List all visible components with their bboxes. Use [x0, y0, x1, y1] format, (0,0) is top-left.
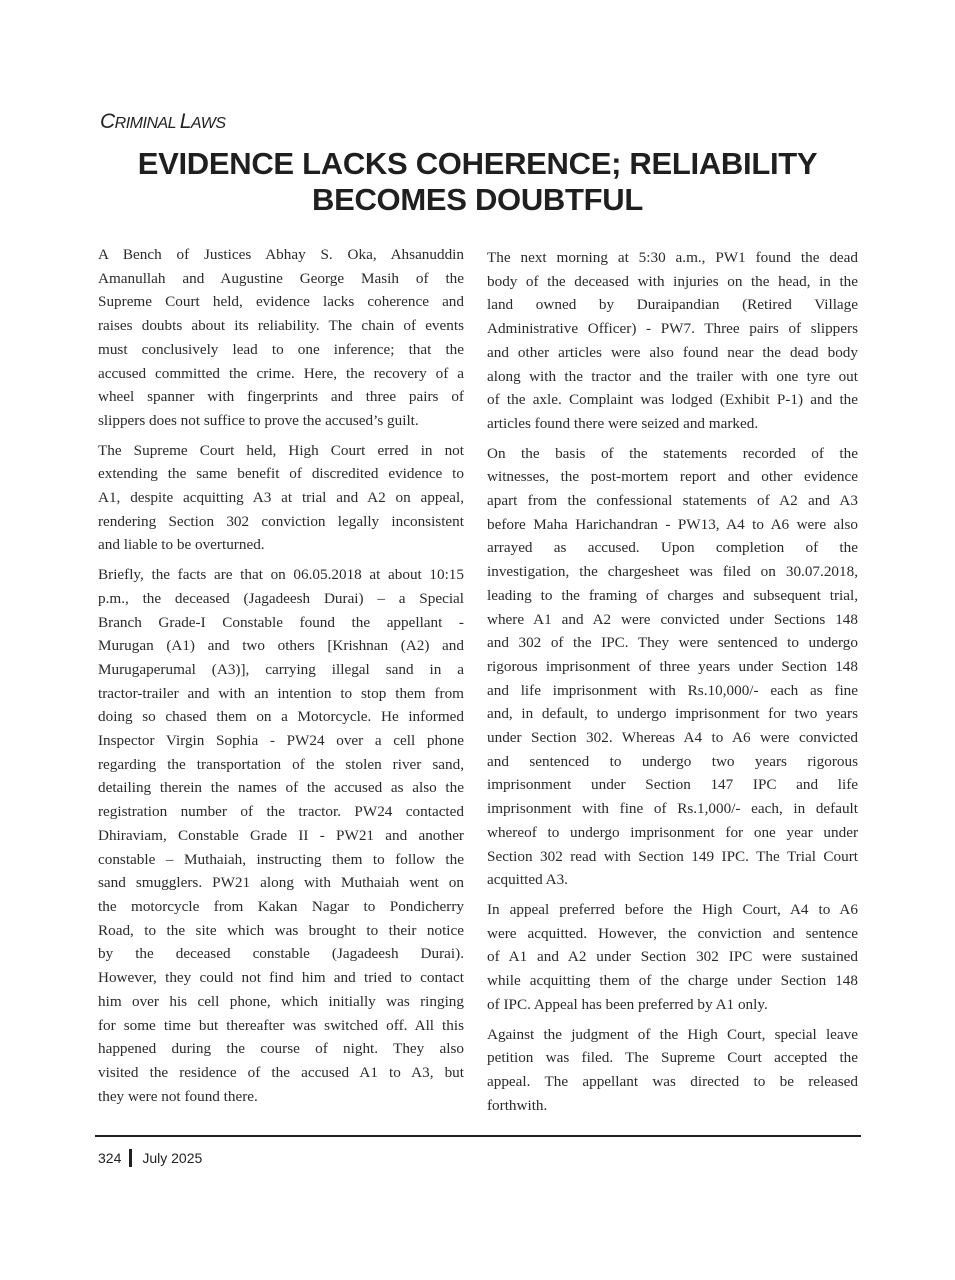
paragraph	[487, 1023, 858, 1118]
text-line: of the axle. Complaint was lodged (Exhibit P-1) and the	[487, 391, 858, 409]
text-line: and liable to be overturned.	[98, 536, 265, 554]
footer-rule	[95, 1135, 861, 1137]
text-line: visited the residence of the accused A1 to A3, but	[98, 1063, 464, 1081]
text-line: imprisonment with fine of Rs.1,000/- each, in default	[487, 800, 858, 818]
text-line: the motorcycle from Kakan Nagar to Pondicherry	[98, 897, 464, 915]
text-line: constable – Muthaiah, instructing them to follow the	[98, 850, 464, 868]
text-line: and life imprisonment with Rs.10,000/- each as fine	[487, 681, 858, 699]
text-line: Branch Grade-I Constable found the appellant -	[98, 613, 464, 631]
paragraph	[98, 243, 464, 433]
text-line: Road, to the site which was brought to their notice	[98, 921, 464, 939]
text-line: they were not found there.	[98, 1087, 258, 1105]
text-line: registration number of the tractor. PW24 contacted	[98, 803, 464, 821]
text-line: acquitted A3.	[487, 871, 568, 889]
text-line: sand smugglers. PW21 along with Muthaiah went on	[98, 874, 464, 892]
text-line: On the basis of the statements recorded of the	[487, 444, 858, 462]
text-line: body of the deceased with injuries on the head, in the	[487, 272, 858, 290]
section-label: CRIMINAL LAWS	[100, 110, 226, 133]
text-line: slippers does not suffice to prove the accused’s guilt.	[98, 411, 419, 429]
text-line: of IPC. Appeal has been preferred by A1 only.	[487, 995, 768, 1013]
text-line: raises doubts about its reliability. The chain of events	[98, 317, 464, 335]
page-number: 324	[98, 1150, 122, 1166]
column-right	[487, 246, 858, 1123]
text-line: Against the judgment of the High Court, special leave	[487, 1025, 858, 1043]
text-line: apart from the confessional statements of A2 and A3	[487, 492, 858, 510]
text-line: extending the same benefit of discredited evidence to	[98, 465, 464, 483]
paragraph	[487, 898, 858, 1017]
title-line: EVIDENCE LACKS COHERENCE; RELIABILITY	[137, 146, 818, 181]
text-line: arrayed as accused. Upon completion of the	[487, 539, 858, 557]
text-line: were acquitted. However, the conviction and sentence	[487, 924, 858, 942]
paragraph	[98, 439, 464, 558]
text-line: articles found there were seized and marked.	[487, 414, 759, 432]
text-line: and other articles were also found near the dead body	[487, 343, 858, 361]
text-line: Murugaperumal (A3)], carrying illegal sand in a	[98, 660, 464, 678]
text-line: and 302 of the IPC. They were sentenced to undergo	[487, 634, 858, 652]
text-line: Inspector Virgin Sophia - PW24 over a cell phone	[98, 732, 464, 750]
text-line: appeal. The appellant was directed to be released	[487, 1072, 858, 1090]
text-line: A1, despite acquitting A3 at trial and A2 on appeal,	[98, 489, 464, 507]
text-line: petition was filed. The Supreme Court accepted the	[487, 1049, 858, 1067]
text-line: under Section 302. Whereas A4 to A6 were convicted	[487, 729, 858, 747]
text-line: In appeal preferred before the High Court, A4 to A6	[487, 900, 858, 918]
column-left	[98, 243, 464, 1114]
footer-divider	[129, 1149, 132, 1167]
text-line: regarding the transportation of the stolen river sand,	[98, 755, 464, 773]
text-line: Dhiraviam, Constable Grade II - PW21 and another	[98, 826, 464, 844]
text-line: him over his cell phone, which initially was ringing	[98, 992, 464, 1010]
text-line: rigorous imprisonment of three years under Section 148	[487, 657, 858, 675]
text-line: by the deceased constable (Jagadeesh Durai).	[98, 945, 464, 963]
text-line: must conclusively lead to one inference; that the	[98, 340, 464, 358]
paragraph	[487, 442, 858, 892]
text-line: along with the tractor and the trailer with one tyre out	[487, 367, 858, 385]
text-line: Briefly, the facts are that on 06.05.2018 at about 10:15	[98, 566, 464, 584]
text-line: detailing therein the names of the accused as also the	[98, 779, 464, 797]
text-line: wheel spanner with fingerprints and three pairs of	[98, 388, 464, 406]
title-line: BECOMES DOUBTFUL	[311, 182, 644, 217]
text-line: Amanullah and Augustine George Masih of the	[98, 269, 464, 287]
text-line: However, they could not find him and tried to contact	[98, 969, 464, 987]
text-line: Administrative Officer) - PW7. Three pairs of slippers	[487, 320, 858, 338]
paragraph	[487, 246, 858, 436]
text-line: The next morning at 5:30 a.m., PW1 found the dead	[487, 249, 858, 266]
text-line: whereof to undergo imprisonment for one year under	[487, 823, 858, 841]
text-line: for some time but thereafter was switched off. All this	[98, 1016, 464, 1034]
text-line: and, in default, to undergo imprisonment for two years	[487, 705, 858, 723]
text-line: and sentenced to undergo two years rigorous	[487, 752, 858, 770]
text-line: The Supreme Court held, High Court erred in not	[98, 441, 464, 459]
text-line: Supreme Court held, evidence lacks coherence and	[98, 293, 464, 311]
text-line: accused committed the crime. Here, the recovery of a	[98, 364, 464, 382]
text-line: Section 302 read with Section 149 IPC. The Trial Court	[487, 847, 858, 865]
text-line: witnesses, the post-mortem report and other evidence	[487, 468, 858, 486]
text-line: land owned by Duraipandian (Retired Village	[487, 296, 858, 314]
text-line: A Bench of Justices Abhay S. Oka, Ahsanuddin	[98, 246, 464, 263]
text-line: while acquitting them of the charge under Section 148	[487, 972, 858, 990]
text-line: tractor-trailer and with an intention to stop them from	[98, 684, 464, 702]
issue-date: July 2025	[142, 1150, 203, 1166]
paragraph	[98, 563, 464, 1108]
text-line: p.m., the deceased (Jagadeesh Durai) – a Special	[98, 589, 464, 607]
text-line: of A1 and A2 under Section 302 IPC were sustained	[487, 948, 858, 966]
text-line: happened during the course of night. They also	[98, 1040, 464, 1058]
text-line: forthwith.	[487, 1096, 548, 1114]
text-line: rendering Section 302 conviction legally inconsistent	[98, 512, 464, 530]
article-title	[90, 146, 865, 218]
text-line: where A1 and A2 were convicted under Sections 148	[487, 610, 858, 628]
text-line: Murugan (A1) and two others [Krishnan (A2) and	[98, 637, 464, 655]
text-line: doing so chased them on a Motorcycle. He informed	[98, 708, 464, 726]
text-line: investigation, the chargesheet was filed on 30.07.2018,	[487, 563, 858, 581]
text-line: before Maha Harichandran - PW13, A4 to A6 were also	[487, 515, 858, 533]
text-line: leading to the framing of charges and subsequent trial,	[487, 586, 858, 604]
footer	[98, 1149, 202, 1167]
text-line: imprisonment under Section 147 IPC and life	[487, 776, 858, 794]
